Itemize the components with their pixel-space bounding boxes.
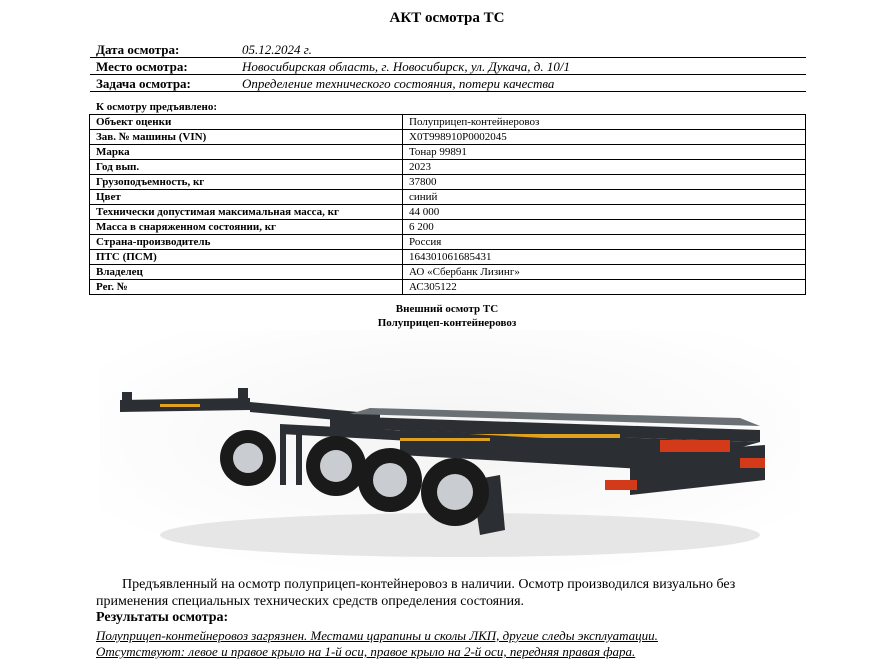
spec-value: АО «Сбербанк Лизинг»	[403, 265, 806, 280]
spec-value: 37800	[403, 175, 806, 190]
inspection-place-value: Новосибирская область, г. Новосибирск, ул. Дукача, д. 10/1	[242, 59, 570, 74]
spec-value: АС305122	[403, 280, 806, 295]
trailer-photo	[100, 330, 800, 570]
spec-key: Объект оценки	[90, 115, 403, 130]
spec-row	[90, 205, 806, 220]
spec-key: Год вып.	[90, 160, 403, 175]
spec-row	[90, 175, 806, 190]
spec-value: 2023	[403, 160, 806, 175]
inspection-place-label: Место осмотра:	[96, 59, 188, 74]
results-line-1: Полуприцеп-контейнеровоз загрязнен. Местами царапины и сколы ЛКП, другие следы эксплуатации.	[96, 628, 658, 643]
trailer-photo-icon	[100, 330, 800, 570]
spec-value: Россия	[403, 235, 806, 250]
body-paragraph: Предъявленный на осмотр полуприцеп-контейнеровоз в наличии. Осмотр производился визуально без применения специальных технических средств определения состояния.	[96, 577, 736, 609]
spec-value: X0T998910P0002045	[403, 130, 806, 145]
spec-row	[90, 250, 806, 265]
spec-row	[90, 265, 806, 280]
spec-value: синий	[403, 190, 806, 205]
spec-row	[90, 220, 806, 235]
spec-key: Грузоподъемность, кг	[90, 175, 403, 190]
spec-value: 164301061685431	[403, 250, 806, 265]
spec-table	[89, 114, 806, 295]
photo-caption-title: Внешний осмотр ТС	[395, 303, 499, 315]
presented-label: К осмотру предъявлено:	[96, 101, 218, 113]
spec-key: Страна-производитель	[90, 235, 403, 250]
results-line-2: Отсутствуют: левое и правое крыло на 1-й оси, правое крыло на 2-й оси, передняя правая фара.	[96, 644, 636, 659]
spec-key: Рег. №	[90, 280, 403, 295]
document-title: АКТ осмотра ТС	[389, 10, 505, 26]
results-title: Результаты осмотра:	[96, 610, 229, 625]
inspection-place-row	[90, 59, 806, 75]
spec-value: Полуприцеп-контейнеровоз	[403, 115, 806, 130]
spec-key: Владелец	[90, 265, 403, 280]
inspection-task-value: Определение технического состояния, потери качества	[242, 76, 555, 91]
spec-row	[90, 145, 806, 160]
spec-value: 44 000	[403, 205, 806, 220]
inspection-date-row	[90, 42, 806, 58]
inspection-date-label: Дата осмотра:	[96, 42, 180, 57]
inspection-date-value: 05.12.2024 г.	[242, 42, 312, 57]
spec-key: Масса в снаряженном состоянии, кг	[90, 220, 403, 235]
spec-row	[90, 235, 806, 250]
spec-key: Марка	[90, 145, 403, 160]
spec-key: ПТС (ПСМ)	[90, 250, 403, 265]
spec-row	[90, 190, 806, 205]
spec-row	[90, 280, 806, 295]
photo-caption-subtitle: Полуприцеп-контейнеровоз	[377, 317, 517, 329]
spec-value: 6 200	[403, 220, 806, 235]
spec-key: Технически допустимая максимальная масса, кг	[90, 205, 403, 220]
spec-row	[90, 160, 806, 175]
spec-value: Тонар 99891	[403, 145, 806, 160]
spec-key: Зав. № машины (VIN)	[90, 130, 403, 145]
spec-row	[90, 130, 806, 145]
spec-row	[90, 115, 806, 130]
inspection-task-label: Задача осмотра:	[96, 76, 191, 91]
inspection-task-row	[90, 76, 806, 92]
spec-key: Цвет	[90, 190, 403, 205]
